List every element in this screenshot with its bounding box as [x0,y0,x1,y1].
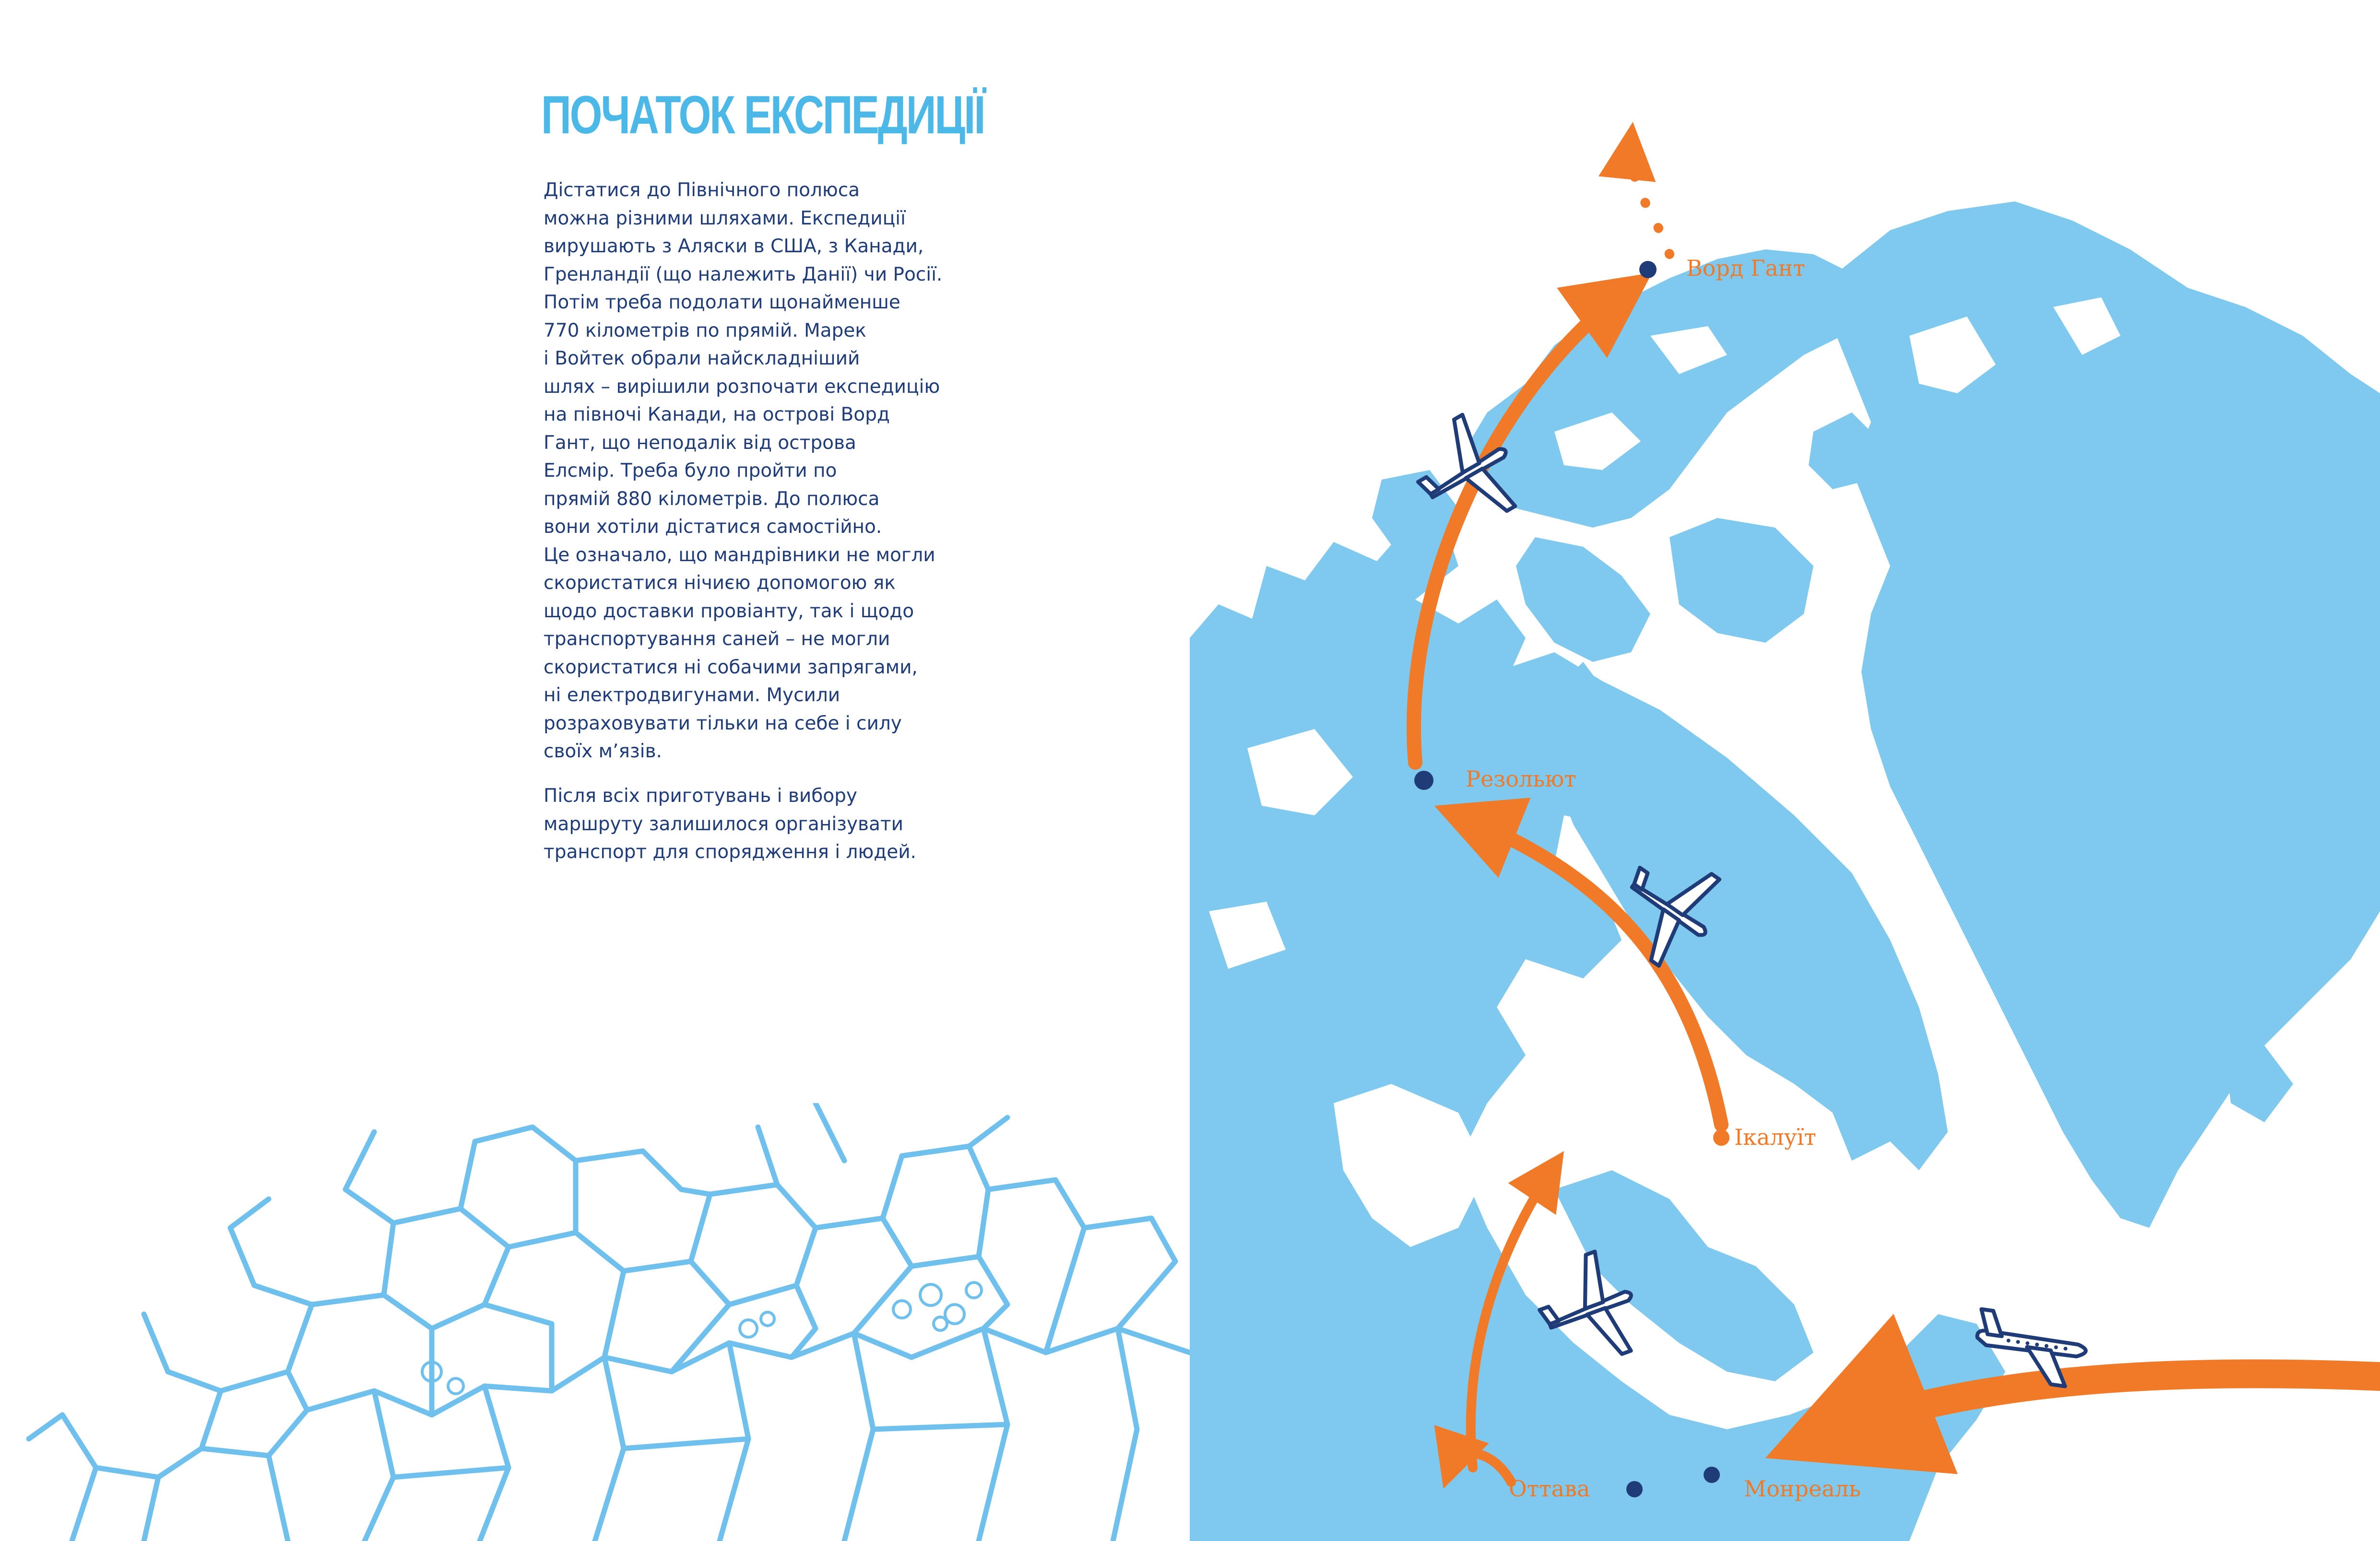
city-dot-word-hunt [1639,261,1657,278]
city-dot-iqaluit [1713,1129,1729,1146]
paragraph-line: на півночі Канади, на острові Ворд [544,404,890,425]
paragraph-line: Після всіх приготувань і вибору [544,785,857,807]
page-title: ПОЧАТОК ЕКСПЕДИЦІЇ [541,85,984,145]
paragraph-line: вирушають з Аляски в США, з Канади, [544,235,924,257]
paragraph-line: Потім треба подолати щонайменше [544,292,900,313]
city-label-montreal: Монреаль [1744,1476,1861,1502]
paragraph-line: Елсмір. Треба було пройти по [544,460,837,482]
city-label-iqaluit: Ікалуїт [1734,1124,1816,1150]
paragraph-line: скористатися ні собачими запрягами, [544,656,918,678]
paragraph-line: маршруту залишилося організувати [544,813,903,835]
paragraph-line: щодо доставки провіанту, так і щодо [544,600,914,622]
city-dot-montreal [1704,1467,1720,1483]
ice-cracks-illustration [0,1103,1190,1541]
paragraph-line: шлях – вирішили розпочати експедицію [544,376,940,398]
paragraph-line: і Войтек обрали найскладніший [544,348,860,369]
paragraph-line: вони хотіли дістатися самостійно. [544,516,882,538]
intro-paragraph [544,176,975,766]
closing-paragraph [544,782,975,867]
city-dot-ottawa [1626,1481,1643,1497]
paragraph-line: скористатися нічиєю допомогою як [544,572,896,594]
paragraph-line: 770 кілометрів по прямій. Марек [544,319,866,341]
paragraph-line: своїх м’язів. [544,741,662,762]
city-dot-resolute [1414,771,1433,790]
paragraph-line: прямій 880 кілометрів. До полюса [544,488,880,510]
city-label-resolute: Резольют [1466,766,1576,792]
paragraph-line: ні електродвигунами. Мусили [544,684,841,706]
city-label-ottawa: Оттава [1509,1476,1590,1502]
paragraph-line: Це означало, що мандрівники не могли [544,544,935,566]
paragraph-line: можна різними шляхами. Експедиції [544,207,906,229]
paragraph-line: Гренландії (що належить Данії) чи Росії. [544,263,943,285]
paragraph-line: Гант, що неподалік від острова [544,432,856,454]
paragraph-line: Дістатися до Північного полюса [544,179,860,201]
route-word-hunt-north-pole [1631,139,1670,254]
arctic-route-map [1190,0,2380,1541]
paragraph-line: розраховувати тільки на себе і силу [544,712,902,734]
city-label-word-hunt: Ворд Гант [1686,255,1805,281]
paragraph-line: транспортування саней – не могли [544,628,890,650]
paragraph-line: транспорт для спорядження і людей. [544,841,916,863]
ellesmere-island [1458,249,1871,528]
